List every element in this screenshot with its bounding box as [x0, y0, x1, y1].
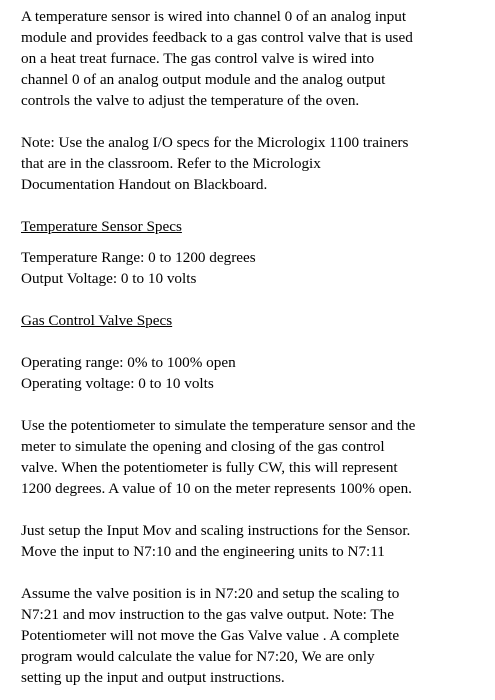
text-line: channel 0 of an analog output module and the analog output: [21, 71, 386, 88]
sensor-specs-heading: Temperature Sensor Specs: [21, 218, 182, 235]
text-line: valve. When the potentiometer is fully CW, this will represent: [21, 459, 398, 476]
blank-line: [21, 289, 491, 310]
sensor-specs-list: [21, 247, 491, 289]
text-line: Move the input to N7:10 and the engineering units to N7:11: [21, 543, 385, 560]
blank-line: [21, 499, 491, 520]
blank-line: [21, 331, 491, 352]
spacer: [21, 237, 491, 247]
valve-specs-list: [21, 352, 491, 394]
text-line: Potentiometer will not move the Gas Valve value . A complete: [21, 627, 400, 644]
spec-line: Output Voltage: 0 to 10 volts: [21, 270, 197, 287]
text-line: setting up the input and output instructions.: [21, 669, 285, 686]
text-line: module and provides feedback to a gas control valve that is used: [21, 29, 413, 46]
spec-line: Operating voltage: 0 to 10 volts: [21, 375, 214, 392]
note-paragraph: [21, 132, 491, 195]
text-line: Assume the valve position is in N7:20 and setup the scaling to: [21, 585, 400, 602]
intro-paragraph: [21, 6, 491, 111]
text-line: A temperature sensor is wired into channel 0 of an analog input: [21, 8, 407, 25]
blank-line: [21, 195, 491, 216]
valve-position-paragraph: [21, 583, 491, 688]
blank-line: [21, 111, 491, 132]
text-line: that are in the classroom. Refer to the Micrologix: [21, 155, 321, 172]
text-line: on a heat treat furnace. The gas control valve is wired into: [21, 50, 375, 67]
blank-line: [21, 562, 491, 583]
setup-paragraph: [21, 520, 491, 562]
text-line: 1200 degrees. A value of 10 on the meter represents 100% open.: [21, 480, 412, 497]
valve-specs-heading: Gas Control Valve Specs: [21, 312, 173, 329]
text-line: meter to simulate the opening and closing of the gas control: [21, 438, 385, 455]
text-line: Note: Use the analog I/O specs for the Micrologix 1100 trainers: [21, 134, 409, 151]
document-body: [21, 6, 491, 688]
text-line: program would calculate the value for N7:20, We are only: [21, 648, 375, 665]
text-line: Use the potentiometer to simulate the temperature sensor and the: [21, 417, 416, 434]
text-line: Documentation Handout on Blackboard.: [21, 176, 268, 193]
spec-line: Temperature Range: 0 to 1200 degrees: [21, 249, 256, 266]
text-line: Just setup the Input Mov and scaling instructions for the Sensor.: [21, 522, 411, 539]
blank-line: [21, 394, 491, 415]
text-line: N7:21 and mov instruction to the gas valve output. Note: The: [21, 606, 395, 623]
potentiometer-paragraph: [21, 415, 491, 499]
text-line: controls the valve to adjust the temperature of the oven.: [21, 92, 360, 109]
spec-line: Operating range: 0% to 100% open: [21, 354, 236, 371]
